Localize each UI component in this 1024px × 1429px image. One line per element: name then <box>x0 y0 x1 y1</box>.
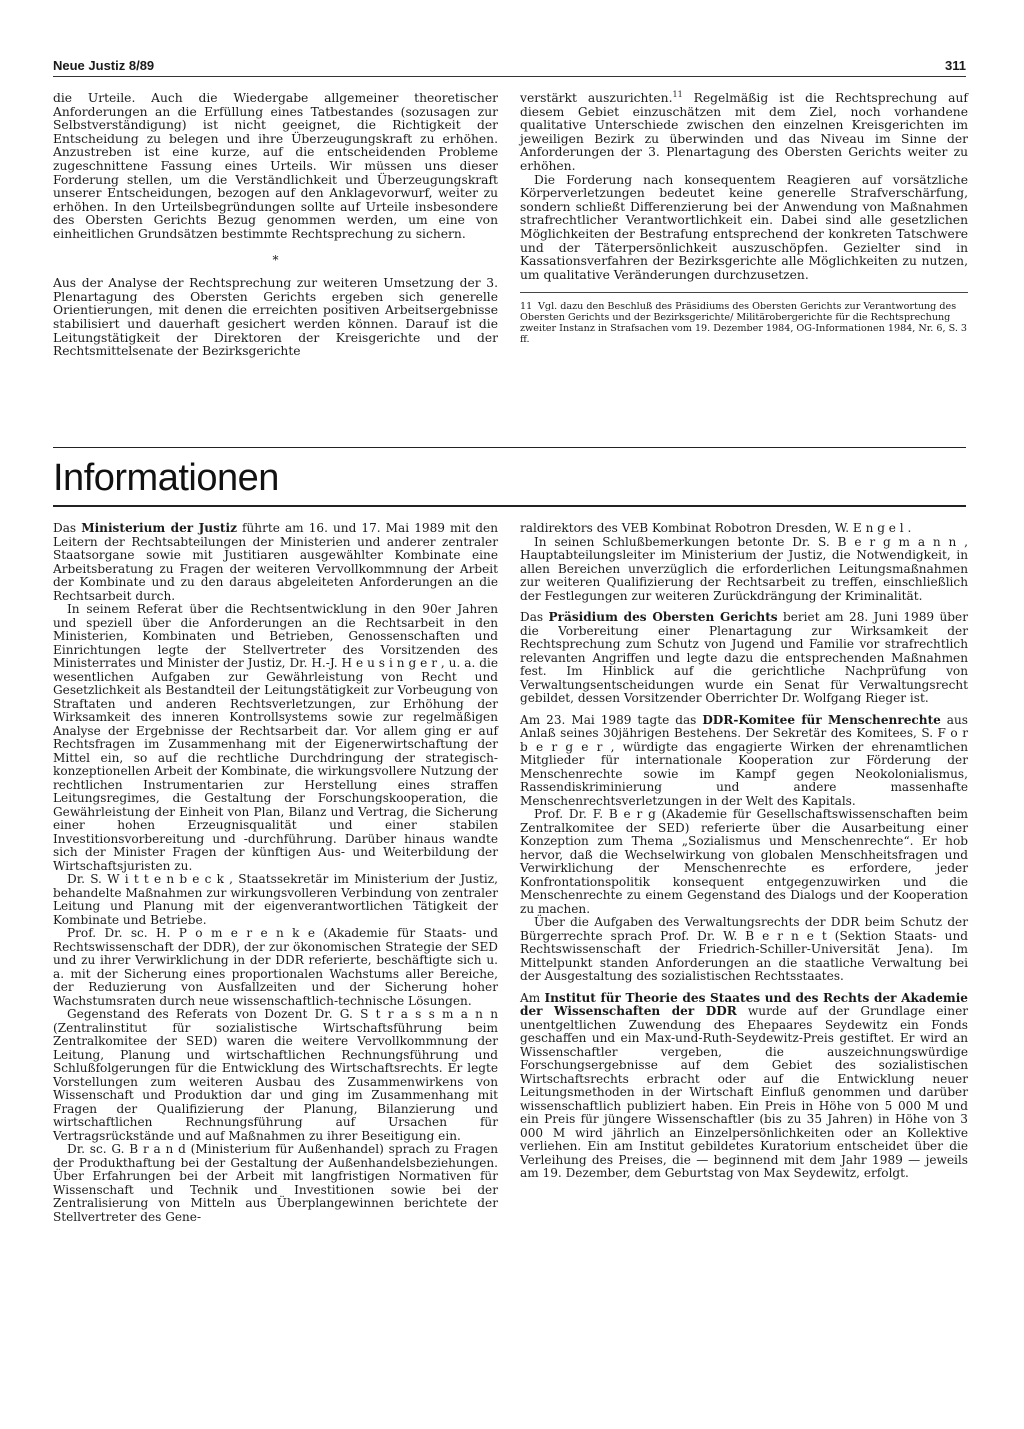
paragraph-text: beriet am 28. Juni 1989 über die Vorbereitung einer Plenartagung zur Wirksamkeit der Rechtsprechung zum Schutz von Jugend und Familie vor strafrechtlich relevanten Angriffen und legte dazu die entsprechenden Maßnahmen fest. Im Hinblick auf die gerichtliche Nachprüfung von Verwaltungsentscheidungen wurde ein Senat für Verwaltungsrecht gebildet, dessen Vorsitzender Oberrichter Dr. Wolfgang Rieger ist. <box>520 610 968 705</box>
header-rule <box>53 76 966 77</box>
paragraph: Dr. S. W i t t e n b e c k , Staatssekretär im Ministerium der Justiz, behandelte Maßnahmen zur wirkungsvolleren Verbindung von zentraler Leitung und Planung mit der eigenverantwortlichen Tätigkeit der Kombinate und Betriebe. <box>53 872 498 927</box>
paragraph <box>520 89 968 174</box>
paragraph-text: aus Anlaß seines 30jährigen Bestehens. Der Sekretär des Komitees, S. F o r b e r g e r , würdigte das engagierte Wirken der ehrenamtlichen Mitglieder für internationale Kooperation zur Förderung der Menschenrechte sowie im Kampf gegen Neokolonialismus, Rassendiskriminierung und andere massenhafte Menschenrechtsverletzungen in der Welt des Kapitals. <box>520 712 968 808</box>
info-right-column <box>520 522 968 1181</box>
paragraph <box>520 714 968 809</box>
section-title: Informationen <box>53 457 279 499</box>
top-right-column <box>520 89 968 346</box>
section-separator: * <box>272 252 279 267</box>
paragraph: raldirektors des VEB Kombinat Robotron Dresden, W. E n g e l . <box>520 521 912 535</box>
paragraph: Prof. Dr. F. B e r g (Akademie für Gesellschaftswissenschaften beim Zentralkomitee der SED) referierte über die Ausarbeitung einer Konzeption zum Thema „Sozialismus und Menschenrechte“. Er hob hervor, daß die Wechselwirkung von globalen Menschheitsfragen und Verwirklichung der Menschenrechte es erfordere, jeder Konfrontationspolitik konsequent entgegenzuwirken und die Menschenrechte zu einem Gegenstand des Dialogs und der Kooperation zu machen. <box>520 807 968 916</box>
paragraph <box>53 522 498 603</box>
paragraph-text: Das <box>520 610 549 624</box>
paragraph-text: Das <box>53 521 82 535</box>
journal-header: Neue Justiz 8/89 <box>53 58 155 73</box>
paragraph: Aus der Analyse der Rechtsprechung zur weiteren Umsetzung der 3. Plenartagung des Obersten Gerichts ergeben sich generelle Orientierungen, mit denen die erreichten positiven Arbeitsergebnisse stabilisiert und dauerhaft gesichert werden können. Darauf ist die Leitungstätigkeit der Direktoren der Kreisgerichte und der Rechtsmittelsenate der Bezirksgerichte <box>53 276 498 359</box>
paragraph: In seinen Schlußbemerkungen betonte Dr. S. B e r g m a n n , Hauptabteilungsleiter im Ministerium der Justiz, die Notwendigkeit, in allen Bereichen unverzüglich die erforderlichen Leitungsmaßnahmen zur weiteren Qualifizierung der Rechtsarbeit zu treffen, einschließlich der Festlegungen zur weiteren Zurückdrängung der Kriminalität. <box>520 534 968 603</box>
paragraph: In seinem Referat über die Rechtsentwicklung in den 90er Jahren und speziell über die Anforderungen an die Rechtsarbeit in den Ministerien, Kombinaten und Betrieben, Genossenschaften und Einrichtungen legte der Stellvertreter des Vorsitzenden des Ministerrates und Minister der Justiz, Dr. H.-J. H e u s i n g e r , u. a. die wesentlichen Aufgaben zur Gewährleistung von Recht und Gesetzlichkeit als Bestandteil der Leitungstätigkeit zur Vorbeugung von Straftaten und anderen Rechtsverletzungen, zur Erhöhung der Wirksamkeit des inneren Kontrollsystems sowie zur regelmäßigen Analyse der Ergebnisse der Rechtsarbeit dar. Vor allem ging er auf Rechtsfragen im Zusammenhang mit der Eigenerwirtschaftung der Mittel ein, so auf die rechtliche Durchdringung der strategisch-konzeptionellen Arbeit der Kombinate, die wirkungsvollere Nutzung der rechtlichen Instrumentarien zur Herstellung eines straffen Leitungsregimes, die Gestaltung der Forschungskooperation, die Gewährleistung der Einheit von Plan, Bilanz und Vertrag, die Sicherung einer hohen Erzeugnisqualität und einer stabilen Investitionsvorbereitung und -durchführung. Darüber hinaus wandte sich der Minister Fragen der künftigen Aus- und Weiterbildung der Wirtschaftsjuristen zu. <box>53 602 498 873</box>
paragraph-text: Am 23. Mai 1989 tagte das <box>520 712 703 727</box>
paragraph: die Urteile. Auch die Wiedergabe allgemeiner theoretischer Anforderungen an die Erfüllung eines Tatbestandes (sozusagen zur Selbstverständigung) ist nicht geeignet, die Richtigkeit der Entscheidung zu belegen und ihre Überzeugungskraft zu erhöhen. Anzustreben ist eine kurze, auf die entscheidenden Probleme zugeschnittene Fassung eines Urteils. Wir müssen uns dieser Forderung stellen, um die Verständlichkeit und Überzeugungskraft unserer Entscheidungen, bezogen auf den Anklagevorwurf, weiter zu erhöhen. In den Urteilsbegründungen sollte auf Urteile insbesondere des Obersten Gerichts Bezug genommen werden, um eine von einheitlichen Grundsätzen bestimmte Rechtsprechung zu sichern. <box>53 91 498 241</box>
paragraph: Die Forderung nach konsequentem Reagieren auf vorsätzliche Körperverletzungen bedeutet keine generelle Strafverschärfung, sondern schließt Differenzierung bei der Anwendung von Maßnahmen strafrechtlicher Verantwortlichkeit ein. Dabei sind alle gesetzlichen Möglichkeiten der Bestrafung entsprechend der konkreten Tatschwere und der Täterpersönlichkeit auszuschöpfen. Gezielter sind in Kassationsverfahren der Bezirksgerichte alle Möglichkeiten zu nutzen, um qualitative Veränderungen durchzusetzen. <box>520 172 968 282</box>
paragraph-text: Am <box>520 990 545 1005</box>
bold-institution: Institut für Theorie des Staates und des Rechts der Akademie der Wissenschaften der DDR <box>520 990 968 1018</box>
paragraph: Über die Aufgaben des Verwaltungsrechts der DDR beim Schutz der Bürgerrechte sprach Prof. Dr. W. B e r n e t (Sektion Staats- und Rechtswissenschaft der Friedrich-Schiller-Universität Jena). Im Mittelpunkt standen Anforderungen an die staatliche Verwaltung bei der Ausgestaltung des sozialistischen Rechtsstaates. <box>520 915 968 983</box>
paragraph-text: führte am 16. und 17. Mai 1989 mit den Leitern der Rechtsabteilungen der Ministerien und anderer zentraler Staatsorgane sowie mit Justitiaren ausgewählter Kombinate eine Arbeitsberatung zu Fragen der weiteren Vervollkommnung der Arbeit der Kombinate und zu den daraus abgeleiteten Anforderungen an die Rechtsarbeit durch. <box>53 521 498 603</box>
paragraph-text: Regelmäßig ist die Rechtsprechung auf diesem Gebiet einzuschätzen mit dem Ziel, noch vorhandene qualitative Unterschiede zwischen den einzelnen Kreisgerichten im jeweiligen Bezirk zu überwinden und das Niveau im Sinne der Anforderungen der 3. Plenartagung des Obersten Gerichts weiter zu erhöhen. <box>520 91 968 173</box>
footnote-rule <box>520 292 968 293</box>
paragraph: Prof. Dr. sc. H. P o m e r e n k e (Akademie für Staats- und Rechtswissenschaft der DDR), der zur ökonomischen Strategie der SED und zu ihrer Verwirklichung in der DDR referierte, beschäftigte sich u. a. mit der Sicherung eines proportionalen Wachstums aller Bereiche, der Reduzierung von Ausfallzeiten und der Sicherung hoher Wachstumsraten durch neue wissenschaftlich-technische Lösungen. <box>53 926 498 1008</box>
paragraph <box>520 611 968 706</box>
footnote-text: Vgl. dazu den Beschluß des Präsidiums des Obersten Gerichts zur Verantwortung des Obersten Gerichts und der Bezirksgerichte/ Militärobergerichte für die Rechtsprechung zweiter Instanz in Strafsachen vom 19. Dezember 1984, OG-Informationen 1984, Nr. 6, S. 3 ff. <box>520 301 968 346</box>
paragraph-text: verstärkt auszurichten. <box>520 91 673 105</box>
footnote <box>520 301 968 345</box>
footnote-reference: 11 <box>672 89 683 99</box>
section-divider <box>53 447 966 448</box>
bold-institution: DDR-Komitee für Menschenrechte <box>702 712 941 727</box>
title-rule <box>53 505 966 507</box>
paragraph-text: wurde auf der Grundlage einer unentgeltlichen Zuwendung des Ehepaares Seydewitz ein Fonds geschaffen und ein Max-und-Ruth-Seydewitz-Preis gestiftet. Er wird an Wissenschaftler vergeben, die auszeichnungswürdige Forschungsergebnisse auf dem Gebiet des sozialistischen Wirtschaftsrechts erbracht oder auf die Entwicklung neuer Leitungsmethoden in der Wirtschaft Einfluß genommen und darüber wissenschaftlich publiziert haben. Ein Preis in Höhe von 5 000 M und ein Preis für jüngere Wissenschaftler (bis zu 35 Jahren) in Höhe von 3 000 M wird jährlich an Einzelpersönlichkeiten oder an Kollektive verliehen. Ein am Institut gebildetes Kuratorium entscheidet über die Verleihung des Preises, die — beginnend mit dem Jahr 1989 — jeweils am 19. Dezember, dem Geburtstag von Max Seydewitz, erfolgt. <box>520 1004 969 1180</box>
paragraph: Gegenstand des Referats von Dozent Dr. G. S t r a s s m a n n (Zentralinstitut für sozialistische Wirtschaftsführung beim Zentralkomitee der SED) waren die weitere Vervollkommnung der Leitung, Planung und wirtschaftlichen Rechnungsführung und Schlußfolgerungen für die Entwicklung des Wirtschaftsrechts. Er legte Vorstellungen zum weiteren Ausbau des Zusammenwirkens von Wissenschaft und Produktion dar und ging im Zusammenhang mit Fragen der Qualifizierung der Planung, Bilanzierung und wirtschaftlichen Rechnungsführung auf Ursachen für Vertragsrückstände und auf Maßnahmen zu ihrer Beseitigung ein. <box>53 1007 498 1143</box>
info-left-column <box>53 522 498 1224</box>
paragraph <box>520 992 968 1181</box>
page-number: 311 <box>945 58 966 73</box>
top-left-column <box>53 92 498 359</box>
bold-institution: Ministerium der Justiz <box>81 521 237 535</box>
bold-institution: Präsidium des Obersten Gerichts <box>548 610 778 624</box>
footnote-number: 11 <box>520 301 533 313</box>
paragraph: Dr. sc. G. B r a n d (Ministerium für Außenhandel) sprach zu Fragen der Produkthaftung bei der Gestaltung der Außenhandelsbeziehungen. Über Erfahrungen bei der Arbeit mit langfristigen Normativen für Wissenschaft und Technik und Investitionen sowie bei der Zentralisierung von Mitteln aus Überplangewinnen berichtete der Stellvertreter des Gene- <box>53 1142 498 1224</box>
